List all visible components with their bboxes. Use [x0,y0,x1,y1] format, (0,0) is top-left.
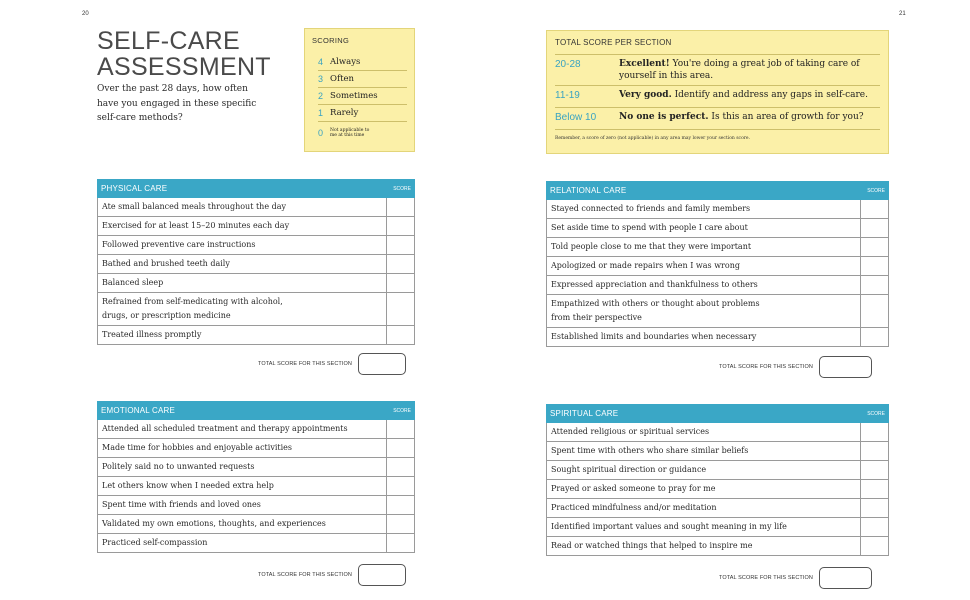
table-row [547,460,888,479]
item-text: Followed preventive care instructions [98,236,387,254]
total-score-input[interactable] [358,353,406,375]
item-text: Treated illness promptly [98,326,387,344]
physical-care-section [97,179,415,345]
total-label: TOTAL SCORE FOR THIS SECTION [719,364,813,370]
section-header [97,179,415,198]
item-text: Empathized with others or thought about problems from their perspective [547,295,861,327]
score-column-label: SCORE [867,187,885,194]
score-cell[interactable] [387,236,414,254]
totals-row [555,86,880,108]
relational-care-section [546,181,889,347]
table-row [547,275,888,294]
item-text: Stayed connected to friends and family members [547,200,861,218]
title-line-2: ASSESSMENT [97,53,271,81]
item-text: Set aside time to spend with people I care about [547,219,861,237]
score-cell[interactable] [387,274,414,292]
section-header [546,181,889,200]
totals-bold: No one is perfect. [619,112,709,122]
total-label: TOTAL SCORE FOR THIS SECTION [719,575,813,581]
item-text: Practiced mindfulness and/or meditation [547,499,861,517]
table-row [98,457,414,476]
scoring-item [318,122,407,144]
item-text: Let others know when I needed extra help [98,477,387,495]
scoring-item [318,105,407,122]
table-row [547,256,888,275]
totals-range: 11-19 [555,90,580,101]
table-row [547,536,888,555]
total-score-input[interactable] [358,564,406,586]
item-text: Ate small balanced meals throughout the day [98,198,387,216]
page-number-left: 20 [82,11,89,17]
table-row [98,438,414,457]
table-row [547,441,888,460]
emotional-total [258,564,406,586]
item-text: Told people close to me that they were important [547,238,861,256]
scoring-label: Always [330,57,361,67]
table-row [98,235,414,254]
item-text: Sought spiritual direction or guidance [547,461,861,479]
item-text: Attended religious or spiritual services [547,423,861,441]
total-score-input[interactable] [819,356,872,378]
item-text: Spent time with others who share similar beliefs [547,442,861,460]
score-cell[interactable] [861,480,888,498]
table-row [547,294,888,327]
intro-text: Over the past 28 days, how often have you engaged in these specific self-care methods? [97,84,257,123]
section-header [546,404,889,423]
scoring-item [318,54,407,71]
item-text: Established limits and boundaries when necessary [547,328,861,346]
scoring-item [318,88,407,105]
score-cell[interactable] [861,423,888,441]
score-column-label: SCORE [867,410,885,417]
score-cell[interactable] [861,219,888,237]
totals-text [619,58,880,82]
totals-note: Remember, a score of zero (not applicable) in any area may lower your section score. [555,136,751,141]
table-row [98,476,414,495]
totals-bold: Very good. [619,90,672,100]
score-cell[interactable] [387,198,414,216]
table-row [547,327,888,346]
totals-row [555,55,880,86]
totals-desc: You're doing a great job of taking care of yourself in this area. [619,59,860,81]
score-cell[interactable] [861,328,888,346]
title-line-1: SELF-CARE [97,27,241,55]
totals-text [619,111,880,123]
score-cell[interactable] [387,496,414,514]
section-title: SPIRITUAL CARE [550,409,619,418]
table-row [98,514,414,533]
scoring-label: Rarely [330,108,359,118]
item-text: Made time for hobbies and enjoyable activities [98,439,387,457]
scoring-value: 3 [318,74,324,84]
table-row [98,420,414,438]
table-row [98,533,414,552]
total-score-input[interactable] [819,567,872,589]
score-cell[interactable] [861,442,888,460]
totals-bold: Excellent! [619,59,670,69]
item-text: Expressed appreciation and thankfulness to others [547,276,861,294]
score-cell[interactable] [861,238,888,256]
table-row [98,254,414,273]
table-row [98,273,414,292]
emotional-care-section [97,401,415,553]
totals-desc: Is this an area of growth for you? [711,112,864,122]
table-row [547,498,888,517]
table-row [547,200,888,218]
totals-row [555,108,880,130]
score-cell[interactable] [861,276,888,294]
spiritual-total [719,567,872,589]
score-cell[interactable] [387,420,414,438]
total-score-key [546,30,889,154]
table-row [547,517,888,536]
score-cell[interactable] [861,518,888,536]
item-text: Exercised for at least 15–20 minutes each day [98,217,387,235]
page-title [97,28,271,80]
item-text: Balanced sleep [98,274,387,292]
item-text: Apologized or made repairs when I was wrong [547,257,861,275]
score-cell[interactable] [387,439,414,457]
page-number-right: 21 [899,11,906,17]
scoring-heading: SCORING [312,36,350,45]
totals-desc: Identify and address any gaps in self-care. [674,90,868,100]
totals-range: Below 10 [555,112,597,123]
scoring-value: 0 [318,128,324,138]
item-text: Read or watched things that helped to inspire me [547,537,861,555]
score-cell[interactable] [861,537,888,555]
score-cell[interactable] [861,295,888,327]
score-cell[interactable] [861,257,888,275]
section-title: PHYSICAL CARE [101,184,168,193]
scoring-value: 1 [318,108,324,118]
table-row [547,423,888,441]
scoring-value: 2 [318,91,324,101]
scoring-value: 4 [318,57,324,67]
score-column-label: SCORE [393,185,411,192]
spiritual-care-section [546,404,889,556]
item-text: Prayed or asked someone to pray for me [547,480,861,498]
table-row [98,325,414,344]
score-cell[interactable] [387,458,414,476]
table-row [98,216,414,235]
table-row [547,479,888,498]
item-text: Spent time with friends and loved ones [98,496,387,514]
total-label: TOTAL SCORE FOR THIS SECTION [258,361,352,367]
item-text: Bathed and brushed teeth daily [98,255,387,273]
score-cell[interactable] [861,200,888,218]
physical-total [258,353,406,375]
totals-heading: TOTAL SCORE PER SECTION [555,38,880,55]
section-title: EMOTIONAL CARE [101,406,176,415]
table-row [98,198,414,216]
table-row [547,218,888,237]
scoring-label: Sometimes [330,91,378,101]
item-text: Refrained from self-medicating with alcohol, drugs, or prescription medicine [98,293,387,325]
score-cell[interactable] [861,461,888,479]
score-cell[interactable] [861,499,888,517]
score-column-label: SCORE [393,407,411,414]
item-text: Practiced self-compassion [98,534,387,552]
table-row [98,495,414,514]
score-cell[interactable] [387,534,414,552]
section-title: RELATIONAL CARE [550,186,627,195]
score-cell[interactable] [387,477,414,495]
total-label: TOTAL SCORE FOR THIS SECTION [258,572,352,578]
table-row [547,237,888,256]
scoring-label: Often [330,74,355,84]
score-cell[interactable] [387,515,414,533]
item-text: Validated my own emotions, thoughts, and experiences [98,515,387,533]
score-cell[interactable] [387,217,414,235]
item-text: Politely said no to unwanted requests [98,458,387,476]
totals-text [619,89,880,101]
section-header [97,401,415,420]
item-text: Attended all scheduled treatment and therapy appointments [98,420,387,438]
score-cell[interactable] [387,293,414,325]
relational-total [719,356,872,378]
scoring-label: Not applicable to me at this time [330,127,370,138]
scoring-key [304,28,415,152]
score-cell[interactable] [387,255,414,273]
totals-range: 20-28 [555,59,581,70]
score-cell[interactable] [387,326,414,344]
scoring-item [318,71,407,88]
item-text: Identified important values and sought meaning in my life [547,518,861,536]
table-row [98,292,414,325]
